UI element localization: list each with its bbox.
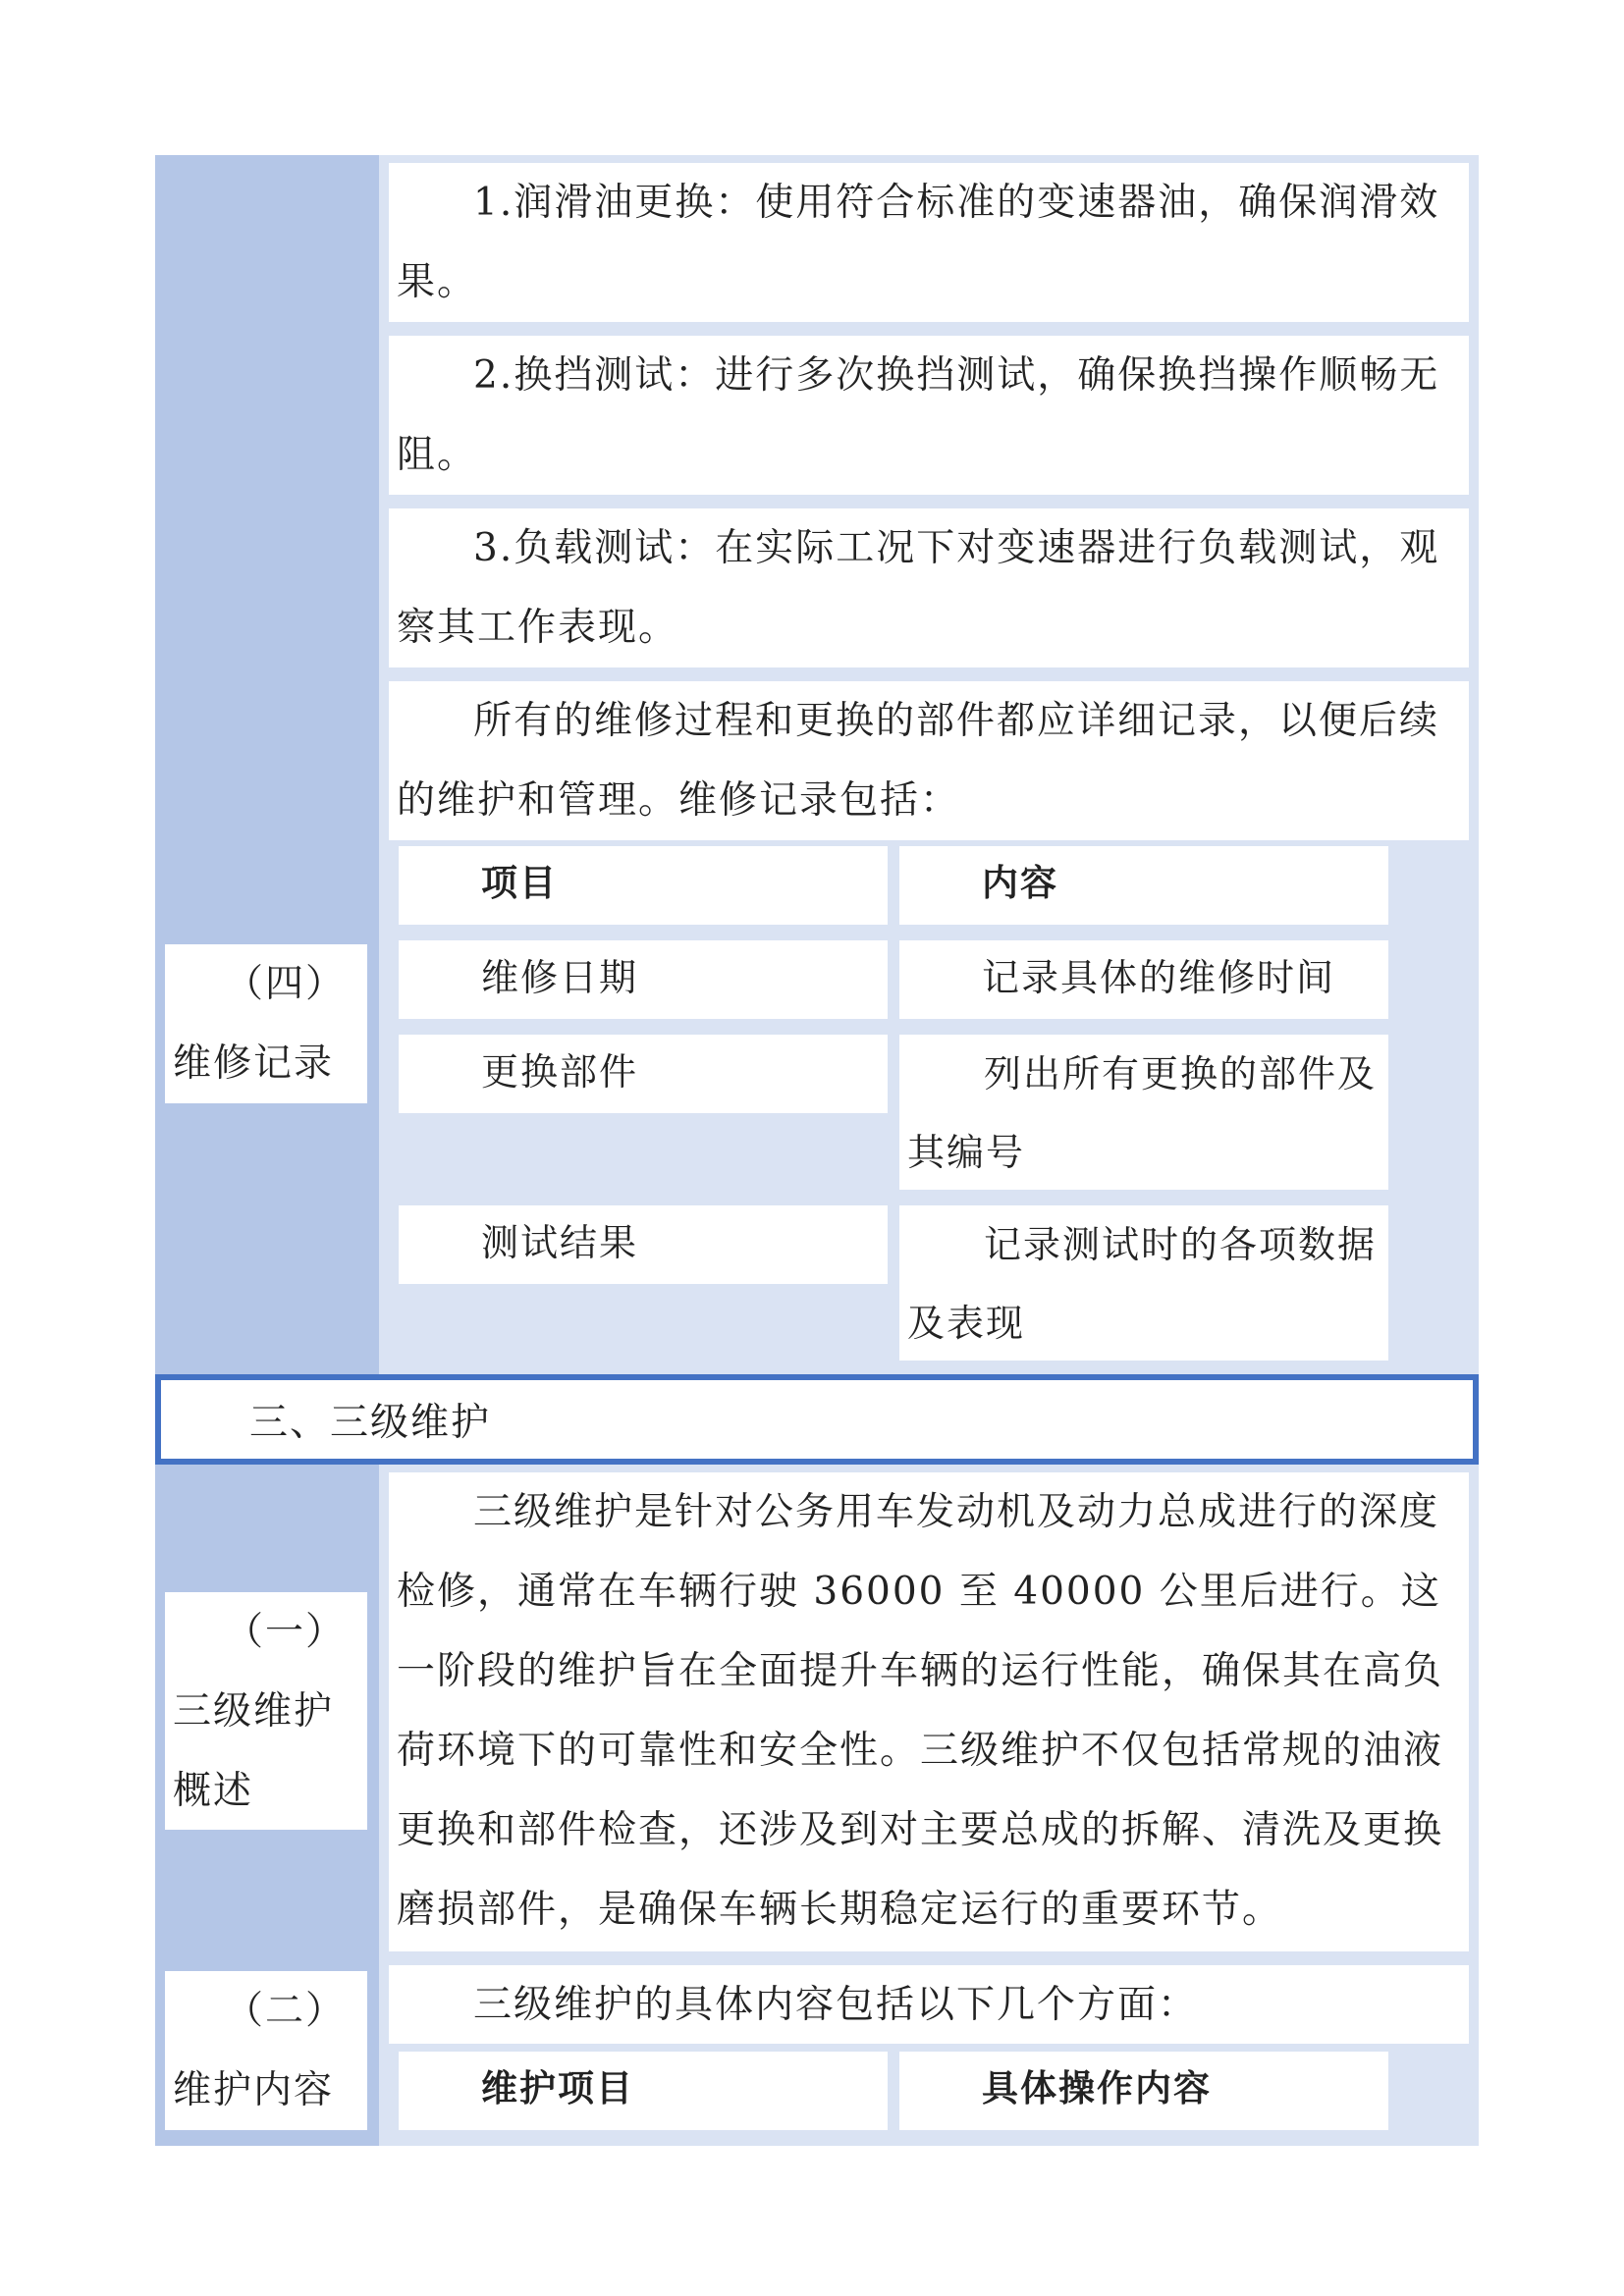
content-intro-text: 三级维护的具体内容包括以下几个方面： xyxy=(473,1983,1199,2027)
side-label-overview xyxy=(165,1592,367,1830)
table-cell: 记录测试时的各项数据及表现 xyxy=(899,1205,1388,1361)
side-title: 维护内容 xyxy=(173,2068,335,2112)
overview-text: 三级维护是针对公务用车发动机及动力总成进行的深度检修，通常在车辆行驶 36000 至 40000 公里后进行。这一阶段的维护旨在全面提升车辆的运行性能，确保其在高负荷环境下的可靠性和安全性。三级维护不仅包括常规的油液更换和部件检查，还涉及到对主要总成的拆解、清洗及更换磨损部件，是确保车辆长期稳定运行的重要环节。 xyxy=(397,1490,1444,1932)
item-paragraph-3 xyxy=(389,508,1469,667)
table-cell: 记录具体的维修时间 xyxy=(899,940,1388,1019)
side-label-content xyxy=(165,1971,367,2130)
item-text-3: 3.负载测试：在实际工况下对变速器进行负载测试，观察其工作表现。 xyxy=(397,526,1440,650)
table-cell: 测试结果 xyxy=(399,1205,888,1284)
section-heading: 三、三级维护 xyxy=(249,1401,492,1445)
item-paragraph-2 xyxy=(389,336,1469,495)
overview-paragraph xyxy=(389,1472,1469,1951)
record-intro-paragraph xyxy=(389,681,1469,840)
table-header-cell: 维护项目 xyxy=(399,2052,888,2130)
side-title: 维修记录 xyxy=(173,1041,335,1086)
table-cell: 更换部件 xyxy=(399,1035,888,1113)
item-text-2: 2.换挡测试：进行多次换挡测试，确保换挡操作顺畅无阻。 xyxy=(397,353,1440,477)
side-number: （二） xyxy=(224,1989,346,2033)
table-header-cell: 具体操作内容 xyxy=(899,2052,1388,2130)
content-intro-paragraph xyxy=(389,1965,1469,2044)
section-heading-box xyxy=(155,1374,1479,1465)
record-intro-text: 所有的维修过程和更换的部件都应详细记录，以便后续的维护和管理。维修记录包括： xyxy=(397,699,1440,823)
table-cell: 维修日期 xyxy=(399,940,888,1019)
table-header-cell: 内容 xyxy=(899,846,1388,925)
table-cell: 列出所有更换的部件及其编号 xyxy=(899,1035,1388,1190)
side-label-record xyxy=(165,944,367,1103)
table-header-cell: 项目 xyxy=(399,846,888,925)
side-number: （一） xyxy=(224,1610,346,1654)
side-number: （四） xyxy=(224,962,346,1006)
side-title: 三级维护概述 xyxy=(173,1689,335,1813)
item-paragraph-1 xyxy=(389,163,1469,322)
item-text-1: 1.润滑油更换：使用符合标准的变速器油，确保润滑效果。 xyxy=(397,181,1440,304)
left-band-top xyxy=(155,155,379,1374)
